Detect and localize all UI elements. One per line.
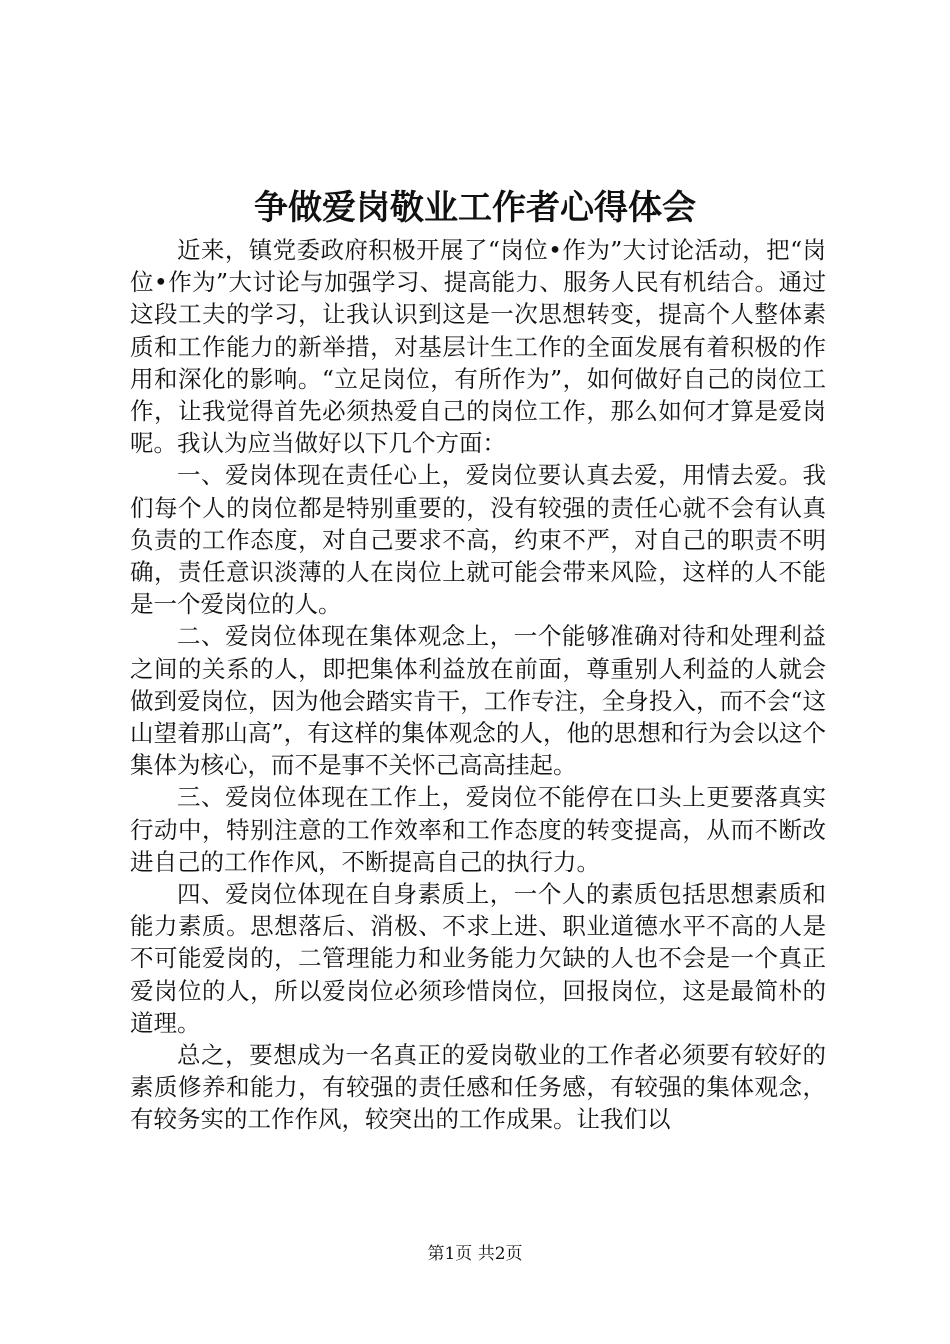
paragraph-conclusion: 总之，要想成为一名真正的爱岗敬业的工作者必须要有较好的素质修养和能力，有较强的责任感和任务感，有较强的集体观念，有较务实的工作作风，较突出的工作成果。让我们以 [130,1041,826,1134]
paragraph-intro: 近来，镇党委政府积极开展了“岗位•作为”大讨论活动，把“岗位•作为”大讨论与加强学习、提高能力、服务人民有机结合。通过这段工夫的学习，让我认识到这是一次思想转变，提高个人整体素质和工作能力的新举措，对基层计生工作的全面发展有着积极的作用和深化的影响。“立足岗位，有所作为”，如何做好自己的岗位工作，让我觉得首先必须热爱自己的岗位工作，那么如何才算是爱岗呢。我认为应当做好以下几个方面： [130,236,826,458]
paragraph-point-2: 二、爱岗位体现在集体观念上，一个能够准确对待和处理利益之间的关系的人，即把集体利益放在前面，尊重别人利益的人就会做到爱岗位，因为他会踏实肯干，工作专注，全身投入，而不会“这山望着那山高”，有这样的集体观念的人，他的思想和行为会以这个集体为核心，而不是事不关怀己高高挂起。 [130,622,826,780]
page-number-footer: 第1页 共2页 [427,1244,523,1264]
paragraph-point-3: 三、爱岗位体现在工作上，爱岗位不能停在口头上更要落真实行动中，特别注意的工作效率和工作态度的转变提高，从而不断改进自己的工作作风，不断提高自己的执行力。 [130,783,826,876]
document-body [130,234,826,1136]
document-title: 争做爱岗敬业工作者心得体会 [254,188,696,228]
paragraph-point-4: 四、爱岗位体现在自身素质上，一个人的素质包括思想素质和能力素质。思想落后、消极、不求上进、职业道德水平不高的人是不可能爱岗的，二管理能力和业务能力欠缺的人也不会是一个真正爱岗位的人，所以爱岗位必须珍惜岗位，回报岗位，这是最简朴的道理。 [130,880,826,1037]
paragraph-point-1: 一、爱岗体现在责任心上，爱岗位要认真去爱，用情去爱。我们每个人的岗位都是特别重要的，没有较强的责任心就不会有认真负责的工作态度，对自己要求不高，约束不严，对自己的职责不明确，责任意识淡薄的人在岗位上就可能会带来风险，这样的人不能是一个爱岗位的人。 [130,461,826,619]
